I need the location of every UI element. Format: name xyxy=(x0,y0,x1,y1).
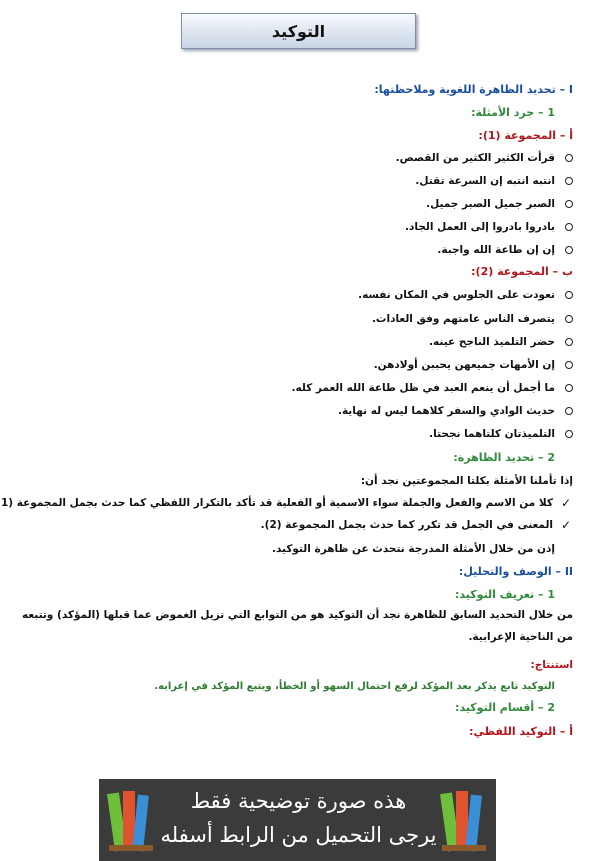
circle-bullet-icon xyxy=(565,200,573,208)
subsection-1-heading: 1 – جرد الأمثلة: xyxy=(471,106,555,119)
circle-bullet-icon xyxy=(565,223,573,231)
group-b-heading: ب – المجموعة (2): xyxy=(471,265,573,278)
books-icon xyxy=(107,785,155,855)
page-title: التوكيد xyxy=(181,13,416,49)
circle-bullet-icon xyxy=(565,154,573,162)
deduction-text: التوكيد تابع يذكر بعد المؤكد لرفع احتمال السهو أو الخطأ، ويتبع المؤكد في إعرابه. xyxy=(154,681,555,692)
list-item: ما أجمل أن ينعم العبد في ظل طاعة الله العمر كله. xyxy=(18,382,573,394)
list-item: الصبر جميل الصبر جميل. xyxy=(18,198,573,210)
circle-bullet-icon xyxy=(565,291,573,299)
deduction-label: استنتاج: xyxy=(530,659,573,671)
subsection-4-label: أقسام التوكيد: xyxy=(455,701,535,714)
section-1-number: I xyxy=(568,83,573,96)
circle-bullet-icon xyxy=(565,361,573,369)
list-item: حضر التلميذ الناجح عينه. xyxy=(18,336,573,348)
check-item: ✓ المعنى في الجمل قد تكرر كما حدث بجمل المجموعة (2). xyxy=(260,518,572,532)
check-item: ✓ كلا من الاسم والفعل والجملة سواء الاسمية أو الفعلية قد تأكد بالتكرار اللفظي كما حدث بجمل المجموعة (1 xyxy=(0,496,572,510)
list-item: انتبه انتبه إن السرعة تقتل. xyxy=(18,175,573,187)
list-item: حديث الوادي والسفر كلاهما ليس له نهاية. xyxy=(18,405,573,417)
section-2-number: II xyxy=(564,565,573,578)
observation-intro: إذا تأملنا الأمثلة بكلتا المجموعتين نجد أن: xyxy=(360,475,573,487)
conclusion-text: إذن من خلال الأمثلة المدرجة نتحدث عن ظاهرة التوكيد. xyxy=(271,543,555,555)
circle-bullet-icon xyxy=(565,407,573,415)
subsection-3-heading: 1 – تعريف التوكيد: xyxy=(455,588,555,601)
subsection-2-label: تحديد الظاهرة: xyxy=(453,451,535,464)
circle-bullet-icon xyxy=(565,315,573,323)
subsection-4-heading: 2 – أقسام التوكيد: xyxy=(455,701,555,714)
list-item: يتصرف الناس عامتهم وفق العادات. xyxy=(18,313,573,325)
group-c-heading: أ – التوكيد اللفظي: xyxy=(469,725,573,738)
list-item: إن الأمهات جميعهن يحببن أولادهن. xyxy=(18,359,573,371)
subsection-4-number: 2 xyxy=(547,701,555,714)
subsection-3-label: تعريف التوكيد: xyxy=(455,588,535,601)
subsection-2-heading: 2 – تحديد الظاهرة: xyxy=(453,451,555,464)
group-a-heading: أ – المجموعة (1): xyxy=(478,129,573,142)
list-item: إن إن طاعة الله واجبة. xyxy=(18,244,573,256)
banner-line-1: هذه صورة توضيحية فقط xyxy=(190,789,407,813)
group-b-prefix: ب xyxy=(561,265,573,278)
checkmark-icon: ✓ xyxy=(560,496,572,510)
group-c-prefix: أ xyxy=(569,725,573,738)
list-item: قرأت الكثير الكثير من القصص. xyxy=(18,152,573,164)
circle-bullet-icon xyxy=(565,246,573,254)
definition-paragraph: من خلال التحديد السابق للظاهرة نجد أن التوكيد هو من التوابع التي تزيل الغموض عما قبلها (المؤكد) وتتبعه من الناحية الإعرابية. xyxy=(22,609,573,643)
subsection-3-number: 1 xyxy=(547,588,555,601)
books-icon xyxy=(440,785,488,855)
circle-bullet-icon xyxy=(565,430,573,438)
section-1-heading: I – تحديد الظاهرة اللغوية وملاحظتها: xyxy=(374,83,573,96)
circle-bullet-icon xyxy=(565,177,573,185)
circle-bullet-icon xyxy=(565,384,573,392)
subsection-1-number: 1 xyxy=(547,106,555,119)
section-1-label: تحديد الظاهرة اللغوية وملاحظتها: xyxy=(374,83,556,96)
preview-banner xyxy=(99,779,496,861)
group-a-label: المجموعة (1): xyxy=(478,129,557,142)
list-item: التلميذتان كلتاهما نجحتا. xyxy=(18,428,573,440)
list-item: بادروا بادروا إلى العمل الجاد. xyxy=(18,221,573,233)
group-b-label: المجموعة (2): xyxy=(471,265,549,278)
section-2-label: الوصف والتحليل: xyxy=(458,565,552,578)
group-c-label: التوكيد اللفظي: xyxy=(469,725,557,738)
group-a-prefix: أ xyxy=(569,129,573,142)
circle-bullet-icon xyxy=(565,338,573,346)
subsection-1-label: جرد الأمثلة: xyxy=(471,106,535,119)
list-item: تعودت على الجلوس في المكان نفسه. xyxy=(18,289,573,301)
checkmark-icon: ✓ xyxy=(560,518,572,532)
subsection-2-number: 2 xyxy=(547,451,555,464)
section-2-heading: II – الوصف والتحليل: xyxy=(458,565,573,578)
banner-line-2: يرجى التحميل من الرابط أسفله xyxy=(160,823,437,847)
